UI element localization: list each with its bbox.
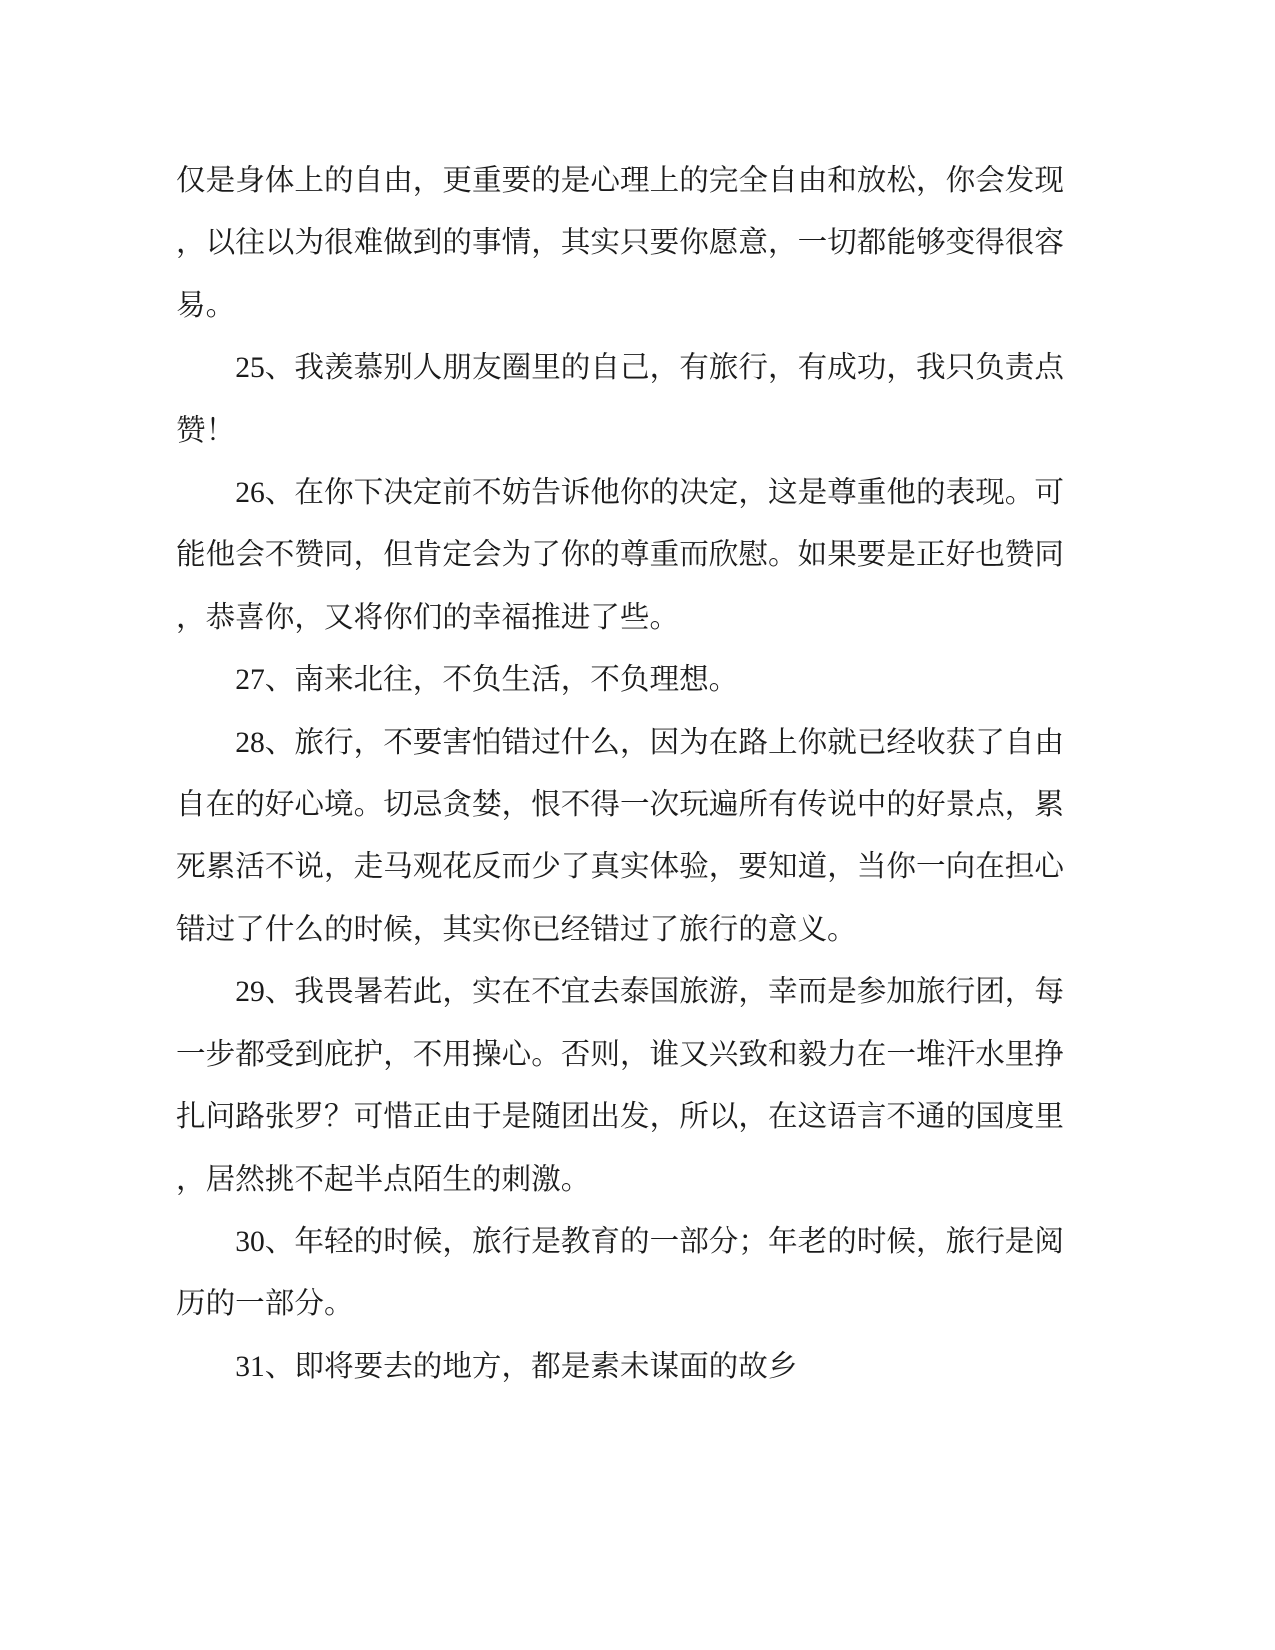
quote-item-31: 31、即将要去的地方，都是素未谋面的故乡 (235, 1350, 798, 1383)
quote-item-28: 28、旅行，不要害怕错过什么，因为在路上你就已经收获了自由自在的好心境。切忌贪婪，恨不得一次玩遍所有传说中的好景点，累死累活不说，走马观花反而少了真实体验，要知道，当你一向在担心错过了什么的时候，其实你已经错过了旅行的意义。 (176, 726, 1064, 946)
quote-item-26: 26、在你下决定前不妨告诉他你的决定，这是尊重他的表现。可能他会不赞同，但肯定会为了你的尊重而欣慰。如果要是正好也赞同，恭喜你，又将你们的幸福推进了些。 (176, 477, 1064, 634)
paragraph-continuation: 仅是身体上的自由，更重要的是心理上的完全自由和放松，你会发现，以往以为很难做到的事情，其实只要你愿意，一切都能够变得很容易。 (176, 165, 1064, 322)
quote-item-25: 25、我羡慕别人朋友圈里的自己，有旅行，有成功，我只负责点赞！ (176, 352, 1064, 447)
quote-item-30: 30、年轻的时候，旅行是教育的一部分；年老的时候，旅行是阅历的一部分。 (176, 1225, 1064, 1321)
quote-item-27: 27、南来北往，不负生活，不负理想。 (235, 664, 739, 697)
quote-item-29: 29、我畏暑若此，实在不宜去泰国旅游，幸而是参加旅行团，每一步都受到庇护，不用操心。否则，谁又兴致和毅力在一堆汗水里挣扎问路张罗？可惜正由于是随团出发，所以，在这语言不通的国度里，居然挑不起半点陌生的刺激。 (176, 976, 1064, 1196)
